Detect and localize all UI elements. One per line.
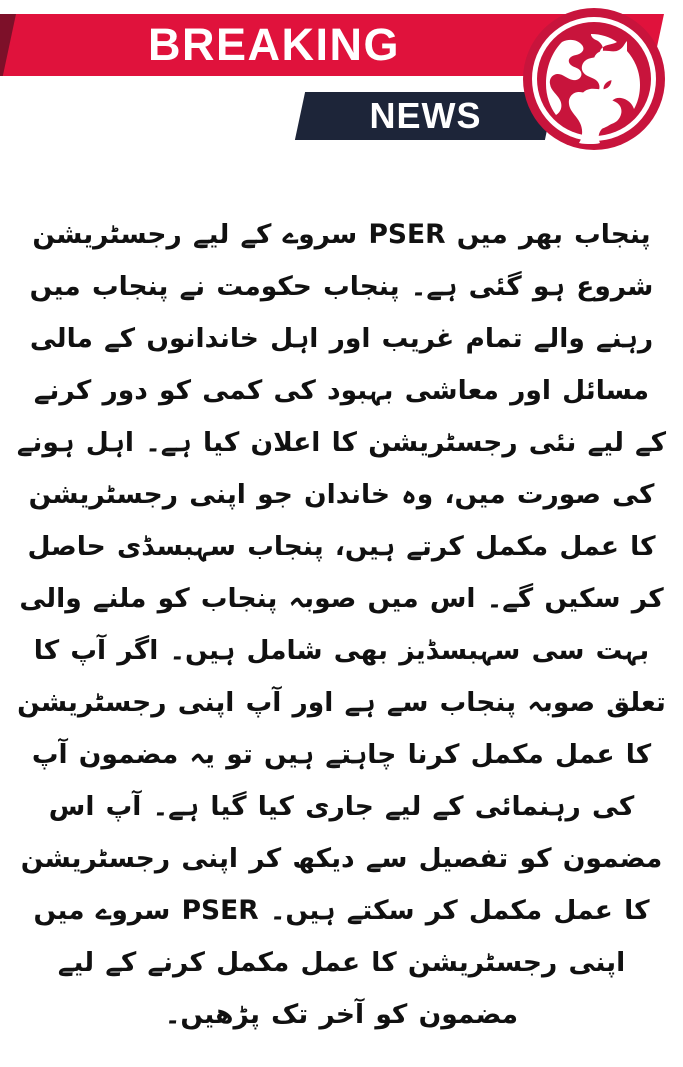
breaking-news-banner [0,0,683,165]
globe-icon [521,6,667,152]
banner-subtitle: NEWS [369,95,482,136]
article-container [0,182,683,1067]
article-body: پنجاب بھر میں PSER سروے کے لیے رجسٹریشن شروع ہو گئی ہے۔ پنجاب حکومت نے پنجاب میں رہنے والے تمام غریب اور اہل خاندانوں کے مالی مسائل اور معاشی بہبود کی کمی کو دور کرنے کے لیے نئی رجسٹریشن کا اعلان کیا ہے۔ اہل ہونے کی صورت میں، وہ خاندان جو اپنی رجسٹریشن کا عمل مکمل کرتے ہیں، پنجاب سہبسڈی حاصل کر سکیں گے۔ اس میں صوبہ پنجاب کو ملنے والی بہت سی سہبسڈیز بھی شامل ہیں۔ اگر آپ کا تعلق صوبہ پنجاب سے ہے اور آپ اپنی رجسٹریشن کا عمل مکمل کرنا چاہتے ہیں تو یہ مضمون آپ کی رہنمائی کے لیے جاری کیا گیا ہے۔ آپ اس مضمون کو تفصیل سے دیکھ کر اپنی رجسٹریشن کا عمل مکمل کر سکتے ہیں۔ PSER سروے میں اپنی رجسٹریشن کا عمل مکمل کرنے کے لیے مضمون کو آخر تک پڑھیں۔ [16,218,667,1030]
banner-title: BREAKING [147,19,400,70]
